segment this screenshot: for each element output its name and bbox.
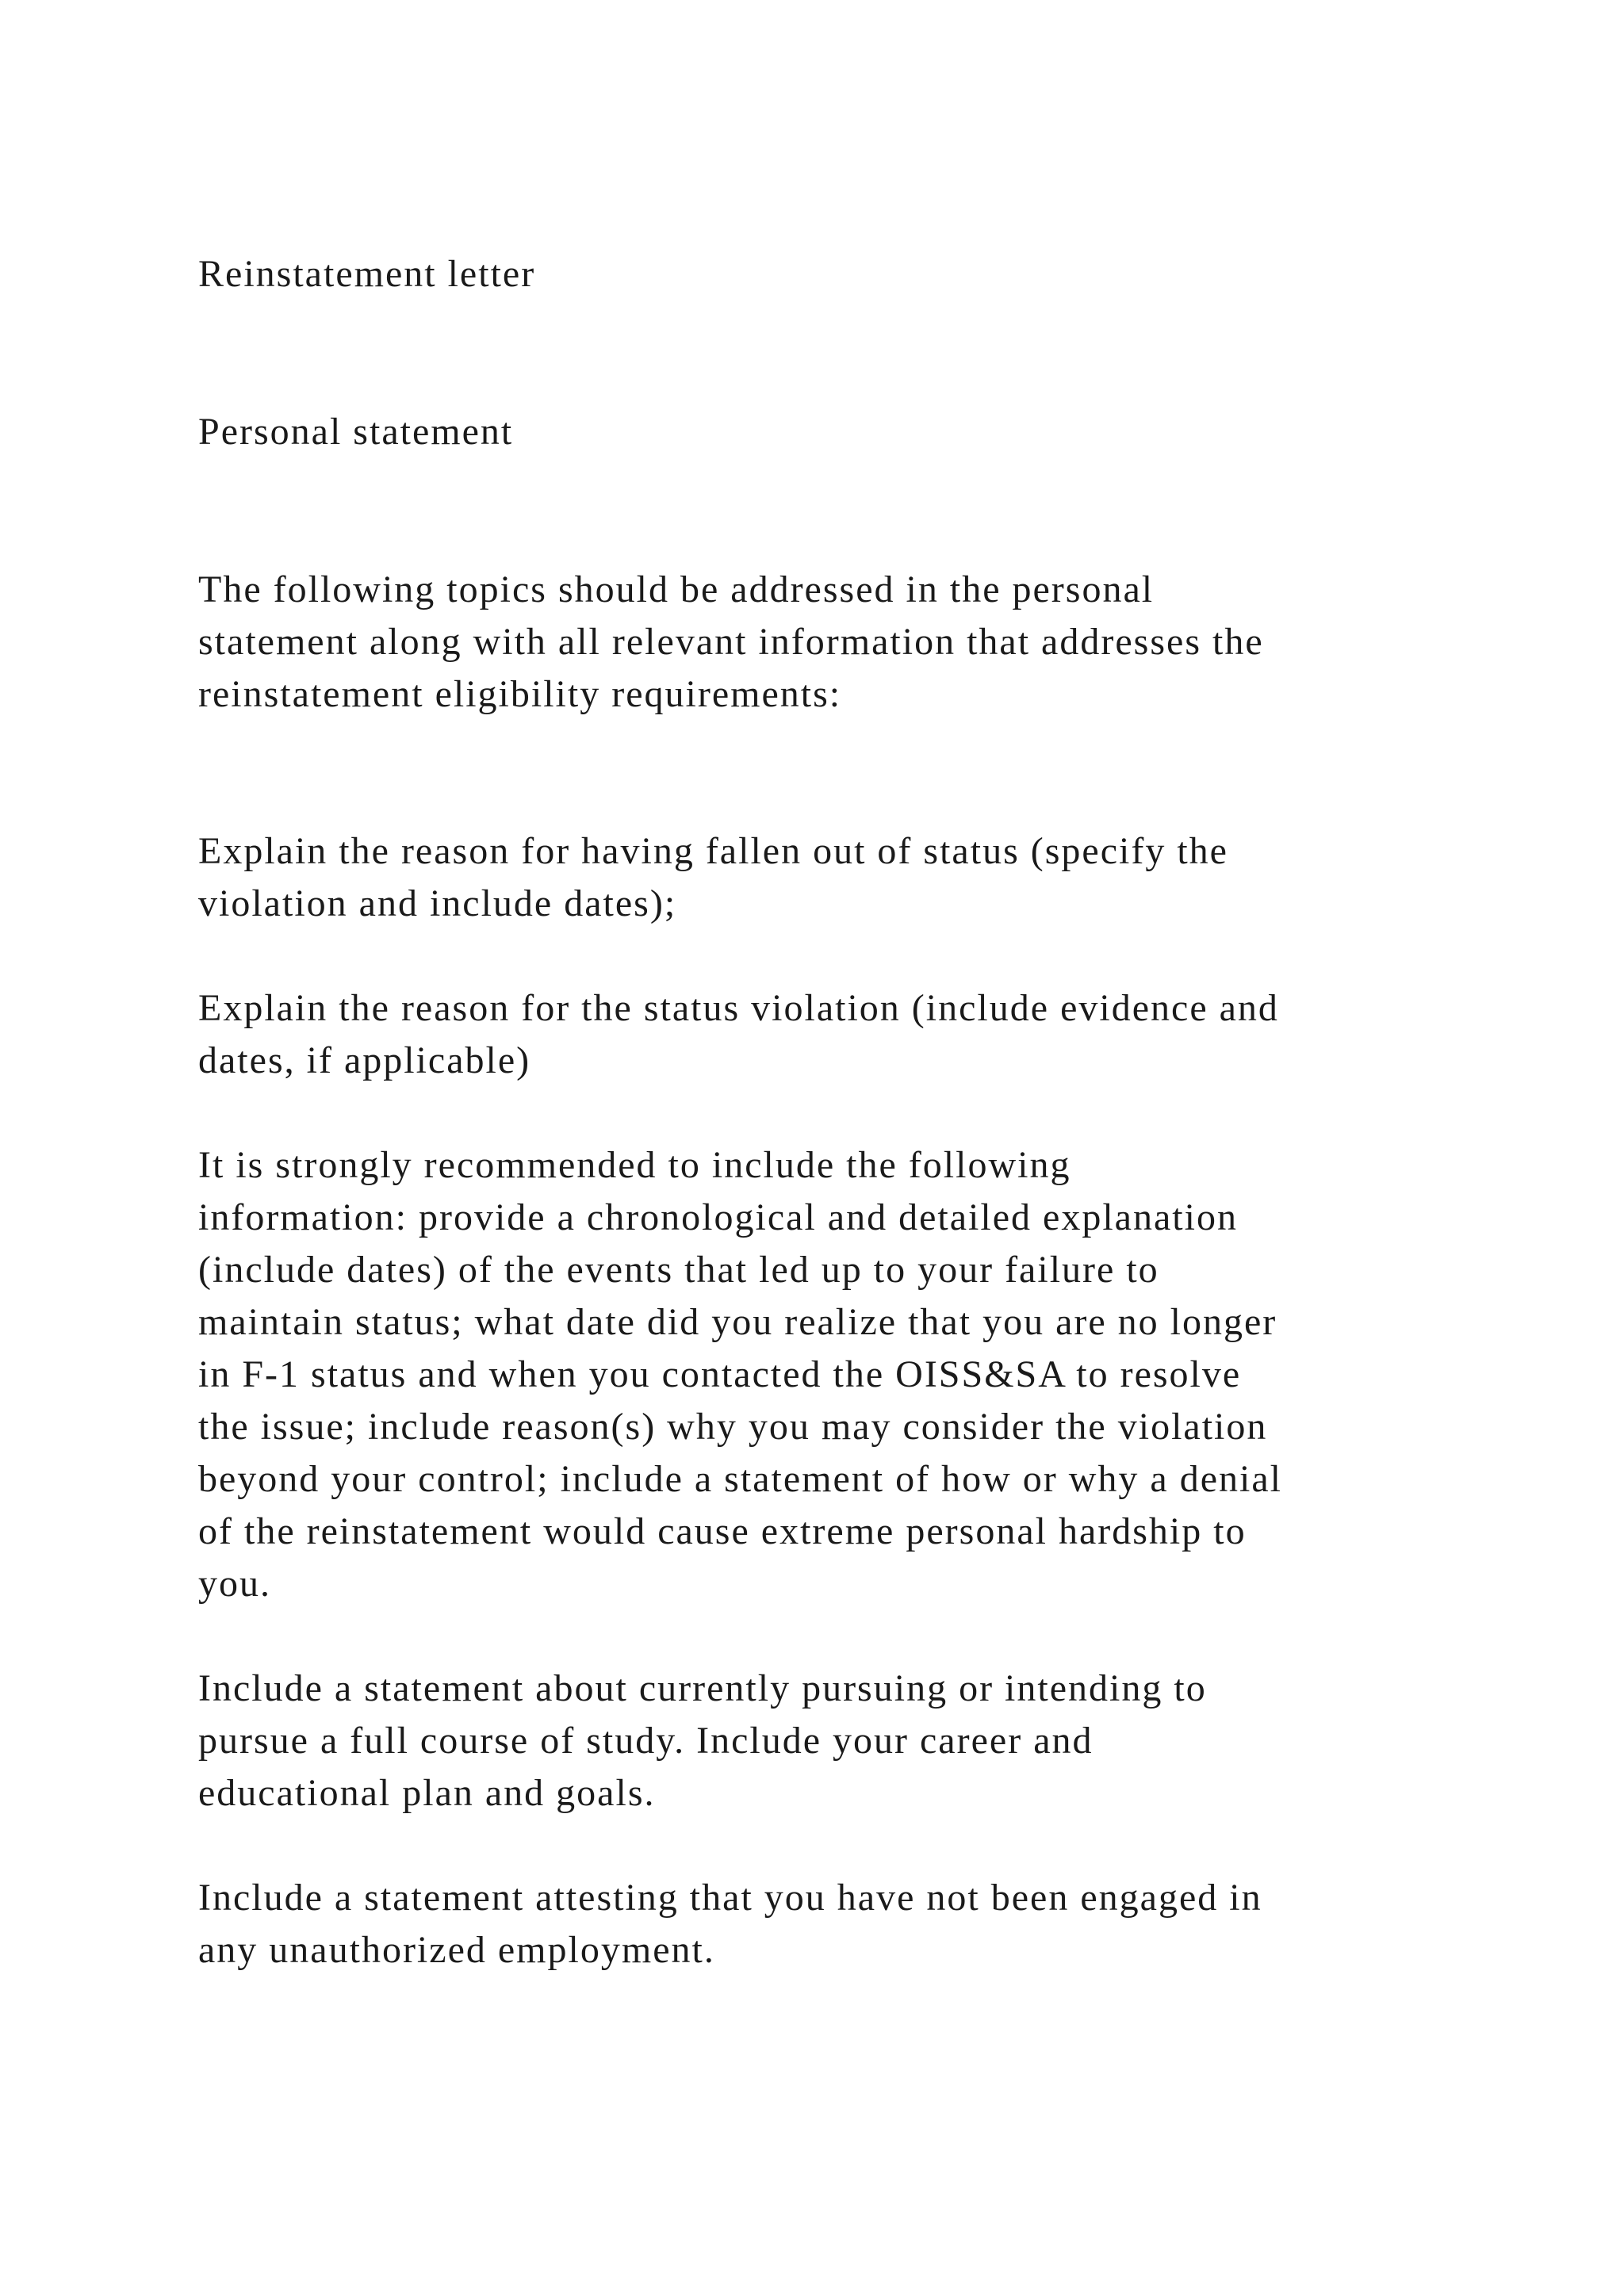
text-line: violation and include dates); bbox=[198, 882, 677, 924]
text-line: Explain the reason for the status violation (include evidence and bbox=[198, 987, 1279, 1029]
text-line: Include a statement attesting that you have not been engaged in bbox=[198, 1877, 1262, 1919]
text-line: beyond your control; include a statement of how or why a denial bbox=[198, 1458, 1282, 1500]
text-line: maintain status; what date did you realize that you are no longer bbox=[198, 1301, 1277, 1343]
text-line: Include a statement about currently pursuing or intending to bbox=[198, 1667, 1207, 1709]
text-line: reinstatement eligibility requirements: bbox=[198, 673, 842, 715]
text-line: the issue; include reason(s) why you may consider the violation bbox=[198, 1406, 1268, 1448]
text-line: It is strongly recommended to include the following bbox=[198, 1144, 1071, 1186]
document-subheading: Personal statement bbox=[198, 411, 514, 453]
text-line: any unauthorized employment. bbox=[198, 1929, 715, 1971]
text-line: Explain the reason for having fallen out of status (specify the bbox=[198, 830, 1228, 872]
text-line: educational plan and goals. bbox=[198, 1772, 656, 1814]
text-line: statement along with all relevant information that addresses the bbox=[198, 621, 1264, 663]
text-line: dates, if applicable) bbox=[198, 1039, 531, 1081]
text-line: in F-1 status and when you contacted the OISS&SA to resolve bbox=[198, 1353, 1242, 1395]
text-line: you. bbox=[198, 1563, 271, 1605]
text-line: pursue a full course of study. Include your career and bbox=[198, 1720, 1094, 1762]
text-line: (include dates) of the events that led up to your failure to bbox=[198, 1249, 1159, 1291]
text-line: information: provide a chronological and detailed explanation bbox=[198, 1196, 1238, 1238]
text-line: The following topics should be addressed in the personal bbox=[198, 568, 1155, 610]
text-line: of the reinstatement would cause extreme personal hardship to bbox=[198, 1510, 1247, 1552]
document-heading: Reinstatement letter bbox=[198, 253, 536, 295]
